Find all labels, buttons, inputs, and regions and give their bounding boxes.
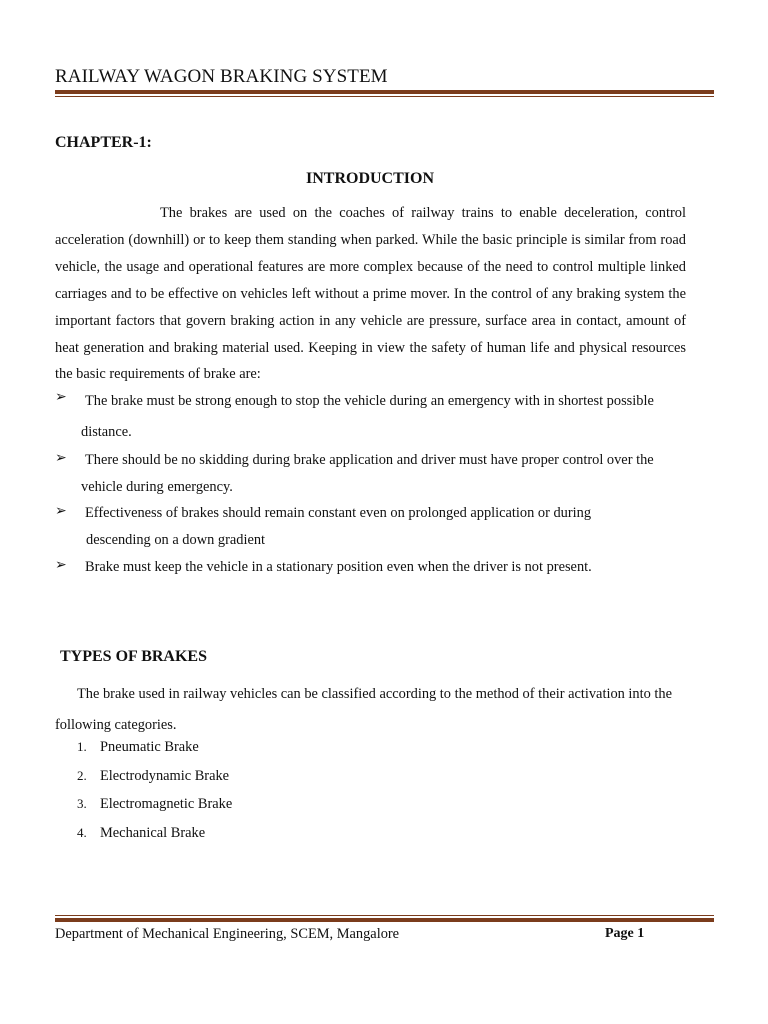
footer-rule: [55, 918, 714, 922]
list-item-label: Electromagnetic Brake: [100, 796, 233, 812]
list-item-number: 4.: [77, 824, 87, 840]
footer-department: Department of Mechanical Engineering, SCEM, Mangalore: [55, 926, 400, 942]
footer-rule-thin: [55, 915, 714, 916]
list-item: [55, 501, 695, 555]
section-title: [0, 170, 768, 188]
list-item-label: Electrodynamic Brake: [100, 767, 230, 784]
list-item-text: There should be no skidding during brake application and driver must have proper control over the: [85, 452, 654, 468]
list-item-text: The brake must be strong enough to stop the vehicle during an emergency with in shortest possible: [85, 393, 654, 409]
header-rule: [55, 90, 714, 94]
intro-paragraph-text: The brakes are used on the coaches of railway trains to enable deceleration, control acceleration (downhill) or to keep them standing when parked. While the basic principle is similar from road vehicle, the usage and operational features are more complex because of the need to control multiple linked carriages and to be effective on vehicles left without a prime mover. In the control of any braking system the important factors that govern braking action in any vehicle are pressure, surface area in contact, amount of heat generation and braking material used. Keeping in view the safety of human life and physical resources the basic requirements of brake are:: [55, 205, 686, 383]
arrow-bullet-icon: ➢: [55, 451, 67, 466]
arrow-bullet-icon: ➢: [55, 390, 67, 405]
list-item-label: Mechanical Brake: [100, 824, 206, 841]
list-item-number: 2.: [77, 767, 87, 783]
list-item-text-cont: distance.: [81, 424, 132, 440]
arrow-bullet-icon: ➢: [55, 558, 67, 573]
list-item-label: Pneumatic Brake: [100, 739, 199, 755]
page-number: Page 1: [605, 926, 645, 941]
list-item-text: Effectiveness of brakes should remain constant even on prolonged application or during: [85, 505, 592, 521]
list-item-text: Brake must keep the vehicle in a stationary position even when the driver is not present.: [85, 559, 592, 575]
list-item-text-cont: vehicle during emergency.: [81, 479, 233, 495]
requirements-list: [55, 389, 695, 583]
types-paragraph-text: The brake used in railway vehicles can be classified according to the method of their activation into the following categories.: [55, 686, 672, 733]
list-item-text-cont: descending on a down gradient: [86, 532, 266, 548]
list-item-number: 1.: [77, 739, 87, 754]
list-item: [55, 555, 695, 583]
header-rule-thin: [55, 96, 714, 97]
types-paragraph: [55, 679, 695, 740]
intro-paragraph: [55, 200, 686, 388]
arrow-bullet-icon: ➢: [55, 504, 67, 519]
document-header-title: RAILWAY WAGON BRAKING SYSTEM: [55, 66, 388, 87]
section-title-text: INTRODUCTION: [305, 170, 434, 187]
list-item: [55, 389, 695, 448]
types-heading: TYPES OF BRAKES: [60, 648, 207, 665]
list-item: [55, 448, 695, 501]
chapter-label: CHAPTER-1:: [55, 134, 152, 151]
list-item-number: 3.: [77, 796, 87, 811]
